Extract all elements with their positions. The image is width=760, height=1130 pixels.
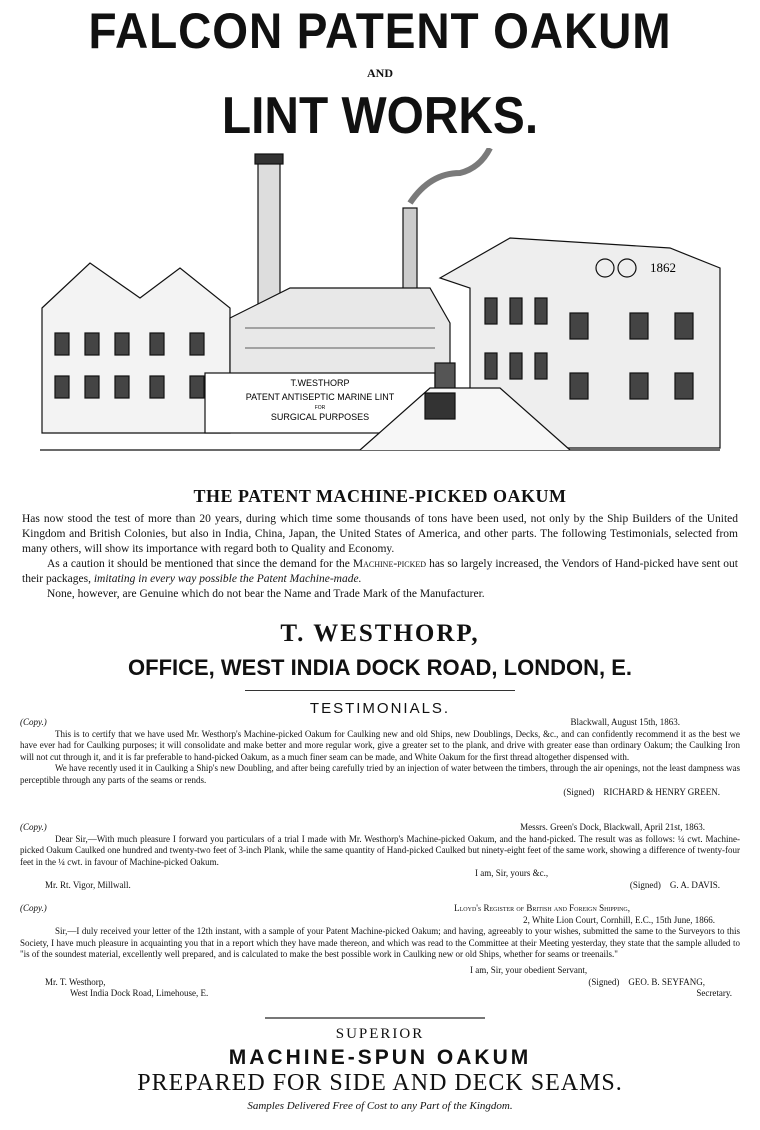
intro-text bbox=[22, 512, 738, 602]
addressee-address: West India Dock Road, Limehouse, E. bbox=[70, 988, 209, 999]
addressee: Mr. T. Westhorp, bbox=[45, 976, 106, 987]
signatory-title: Secretary. bbox=[696, 988, 732, 999]
company-name: T. WESTHORP, bbox=[280, 620, 480, 647]
sign-for: FOR bbox=[314, 405, 326, 411]
title-conjunction: AND bbox=[367, 66, 393, 80]
signature: GEO. B. SEYFANG, bbox=[628, 976, 705, 987]
divider bbox=[245, 690, 515, 691]
testimonial-body: We have recently used it in Caulking a Ship's new Doubling, and after being carefully tried by an injection of water between the timbers, through the air openings, not the least dampness was perceptible through any parts of the seams or rends. bbox=[20, 763, 740, 785]
intro-paragraph-3: None, however, are Genuine which do not bear the Name and Trade Mark of the Manufacturer. bbox=[47, 588, 485, 600]
copy-label: (Copy.) bbox=[20, 903, 47, 913]
signed-label: (Signed) bbox=[563, 786, 595, 797]
footer-samples: Samples Delivered Free of Cost to any Part of the Kingdom. bbox=[247, 1100, 513, 1112]
intro-paragraph-1: Has now stood the test of more than 20 years, during which time some thousands of tons have been used, not only by the Ship Builders of the United Kingdom and British Colonies, but also in India, China, Japan, the United States of America, and other parts. The following Testimonials, selected from many others, will show its importance with regard both to Quality and Economy. bbox=[22, 513, 738, 555]
sign-purpose: SURGICAL PURPOSES bbox=[270, 412, 370, 422]
signature: RICHARD & HENRY GREEN. bbox=[603, 786, 720, 797]
testimonial-body: This is to certify that we have used Mr. Westhorp's Machine-picked Oakum for Caulking new and old Ships, new Doublings, Decks, &c., and can confidently recommend it as the best we have ever had for Caulking purposes; it will consolidate and make better and more regular work, give a greater set to the plank, and drive with greater ease than ordinary Oakum; the Caulking Iron will not cut through it, and it is far preferable to hand-picked Oakum, as a much finer seam can be made, and White Oakum for the first thread altogether dispensed with. bbox=[20, 728, 740, 762]
divider bbox=[265, 1017, 485, 1019]
signature: G. A. DAVIS. bbox=[669, 879, 720, 890]
building-date: 1862 bbox=[650, 260, 676, 275]
sign-name: T.WESTHORP bbox=[290, 378, 350, 388]
section-heading: THE PATENT MACHINE-PICKED OAKUM bbox=[193, 486, 567, 506]
addressee: Mr. Rt. Vigor, Millwall. bbox=[45, 879, 131, 890]
signed-label: (Signed) bbox=[629, 879, 661, 890]
company-office: OFFICE, WEST INDIA DOCK ROAD, LONDON, E. bbox=[128, 655, 632, 680]
main-title: FALCON PATENT OAKUM bbox=[88, 3, 672, 59]
footer-prepared: PREPARED FOR SIDE AND DECK SEAMS. bbox=[137, 1070, 623, 1096]
testimonial-3 bbox=[20, 903, 740, 1000]
text: has so largely increased, the Vendors of Hand-picked have sent out their packages, bbox=[22, 558, 739, 585]
text: imitating in every way possible the Patent Machine-made. bbox=[93, 573, 362, 585]
signed-label: (Signed) bbox=[588, 976, 620, 987]
testimonial-1 bbox=[20, 717, 740, 798]
place-date: Messrs. Green's Dock, Blackwall, April 21st, 1863. bbox=[520, 822, 705, 832]
closing: I am, Sir, your obedient Servant, bbox=[470, 964, 588, 975]
main-title-2: LINT WORKS. bbox=[221, 87, 539, 145]
closing: I am, Sir, yours &c., bbox=[475, 868, 549, 879]
testimonials-heading: TESTIMONIALS. bbox=[309, 700, 451, 717]
text: As a caution it should be mentioned that since the demand for the bbox=[47, 558, 353, 570]
copy-label: (Copy.) bbox=[20, 717, 47, 727]
copy-label: (Copy.) bbox=[20, 822, 47, 832]
testimonial-body: Dear Sir,—With much pleasure I forward you particulars of a trial I made with Mr. Westhorp's Machine-picked Oakum, and the hand-picked. The result was as follows: ¼ cwt. Machine-picked Oakum Caulked one hundred and twenty-two feet of 3-inch Plank, while the same quantity of Hand-picked Caulked but ninety-eight feet of the same work, showing a difference of twenty-four feet in the ¼ cwt. in favour of Machine-picked Oakum. bbox=[20, 833, 740, 867]
intro-paragraph-2 bbox=[22, 557, 738, 587]
place-date: 2, White Lion Court, Cornhill, E.C., 15th June, 1866. bbox=[523, 914, 715, 925]
text: Machine-picked bbox=[352, 558, 427, 570]
footer-superior: SUPERIOR bbox=[335, 1026, 425, 1042]
testimonial-2 bbox=[20, 822, 740, 892]
place-date: Blackwall, August 15th, 1863. bbox=[570, 717, 680, 727]
sign-product: PATENT ANTISEPTIC MARINE LINT bbox=[245, 392, 395, 402]
factory-illustration bbox=[30, 148, 730, 470]
organization: Lloyd's Register of British and Foreign Shipping, bbox=[454, 903, 630, 913]
footer-product: MACHINE-SPUN OAKUM bbox=[228, 1046, 532, 1069]
testimonial-body: Sir,—I duly received your letter of the 12th instant, with a sample of your Patent Machine-picked Oakum; and having, agreeably to your wishes, submitted the same to the Surveyors to this Society, I have much pleasure in acquainting you that in a report which they have made thereon, and which was read to the Committee at their Meeting yesterday, they state that the sample alluded to "is of the soundest material, excellently well prepared, and is calculated to make the best possible work in Caulking new or old Ships, whether for seams or treenails." bbox=[20, 926, 740, 960]
